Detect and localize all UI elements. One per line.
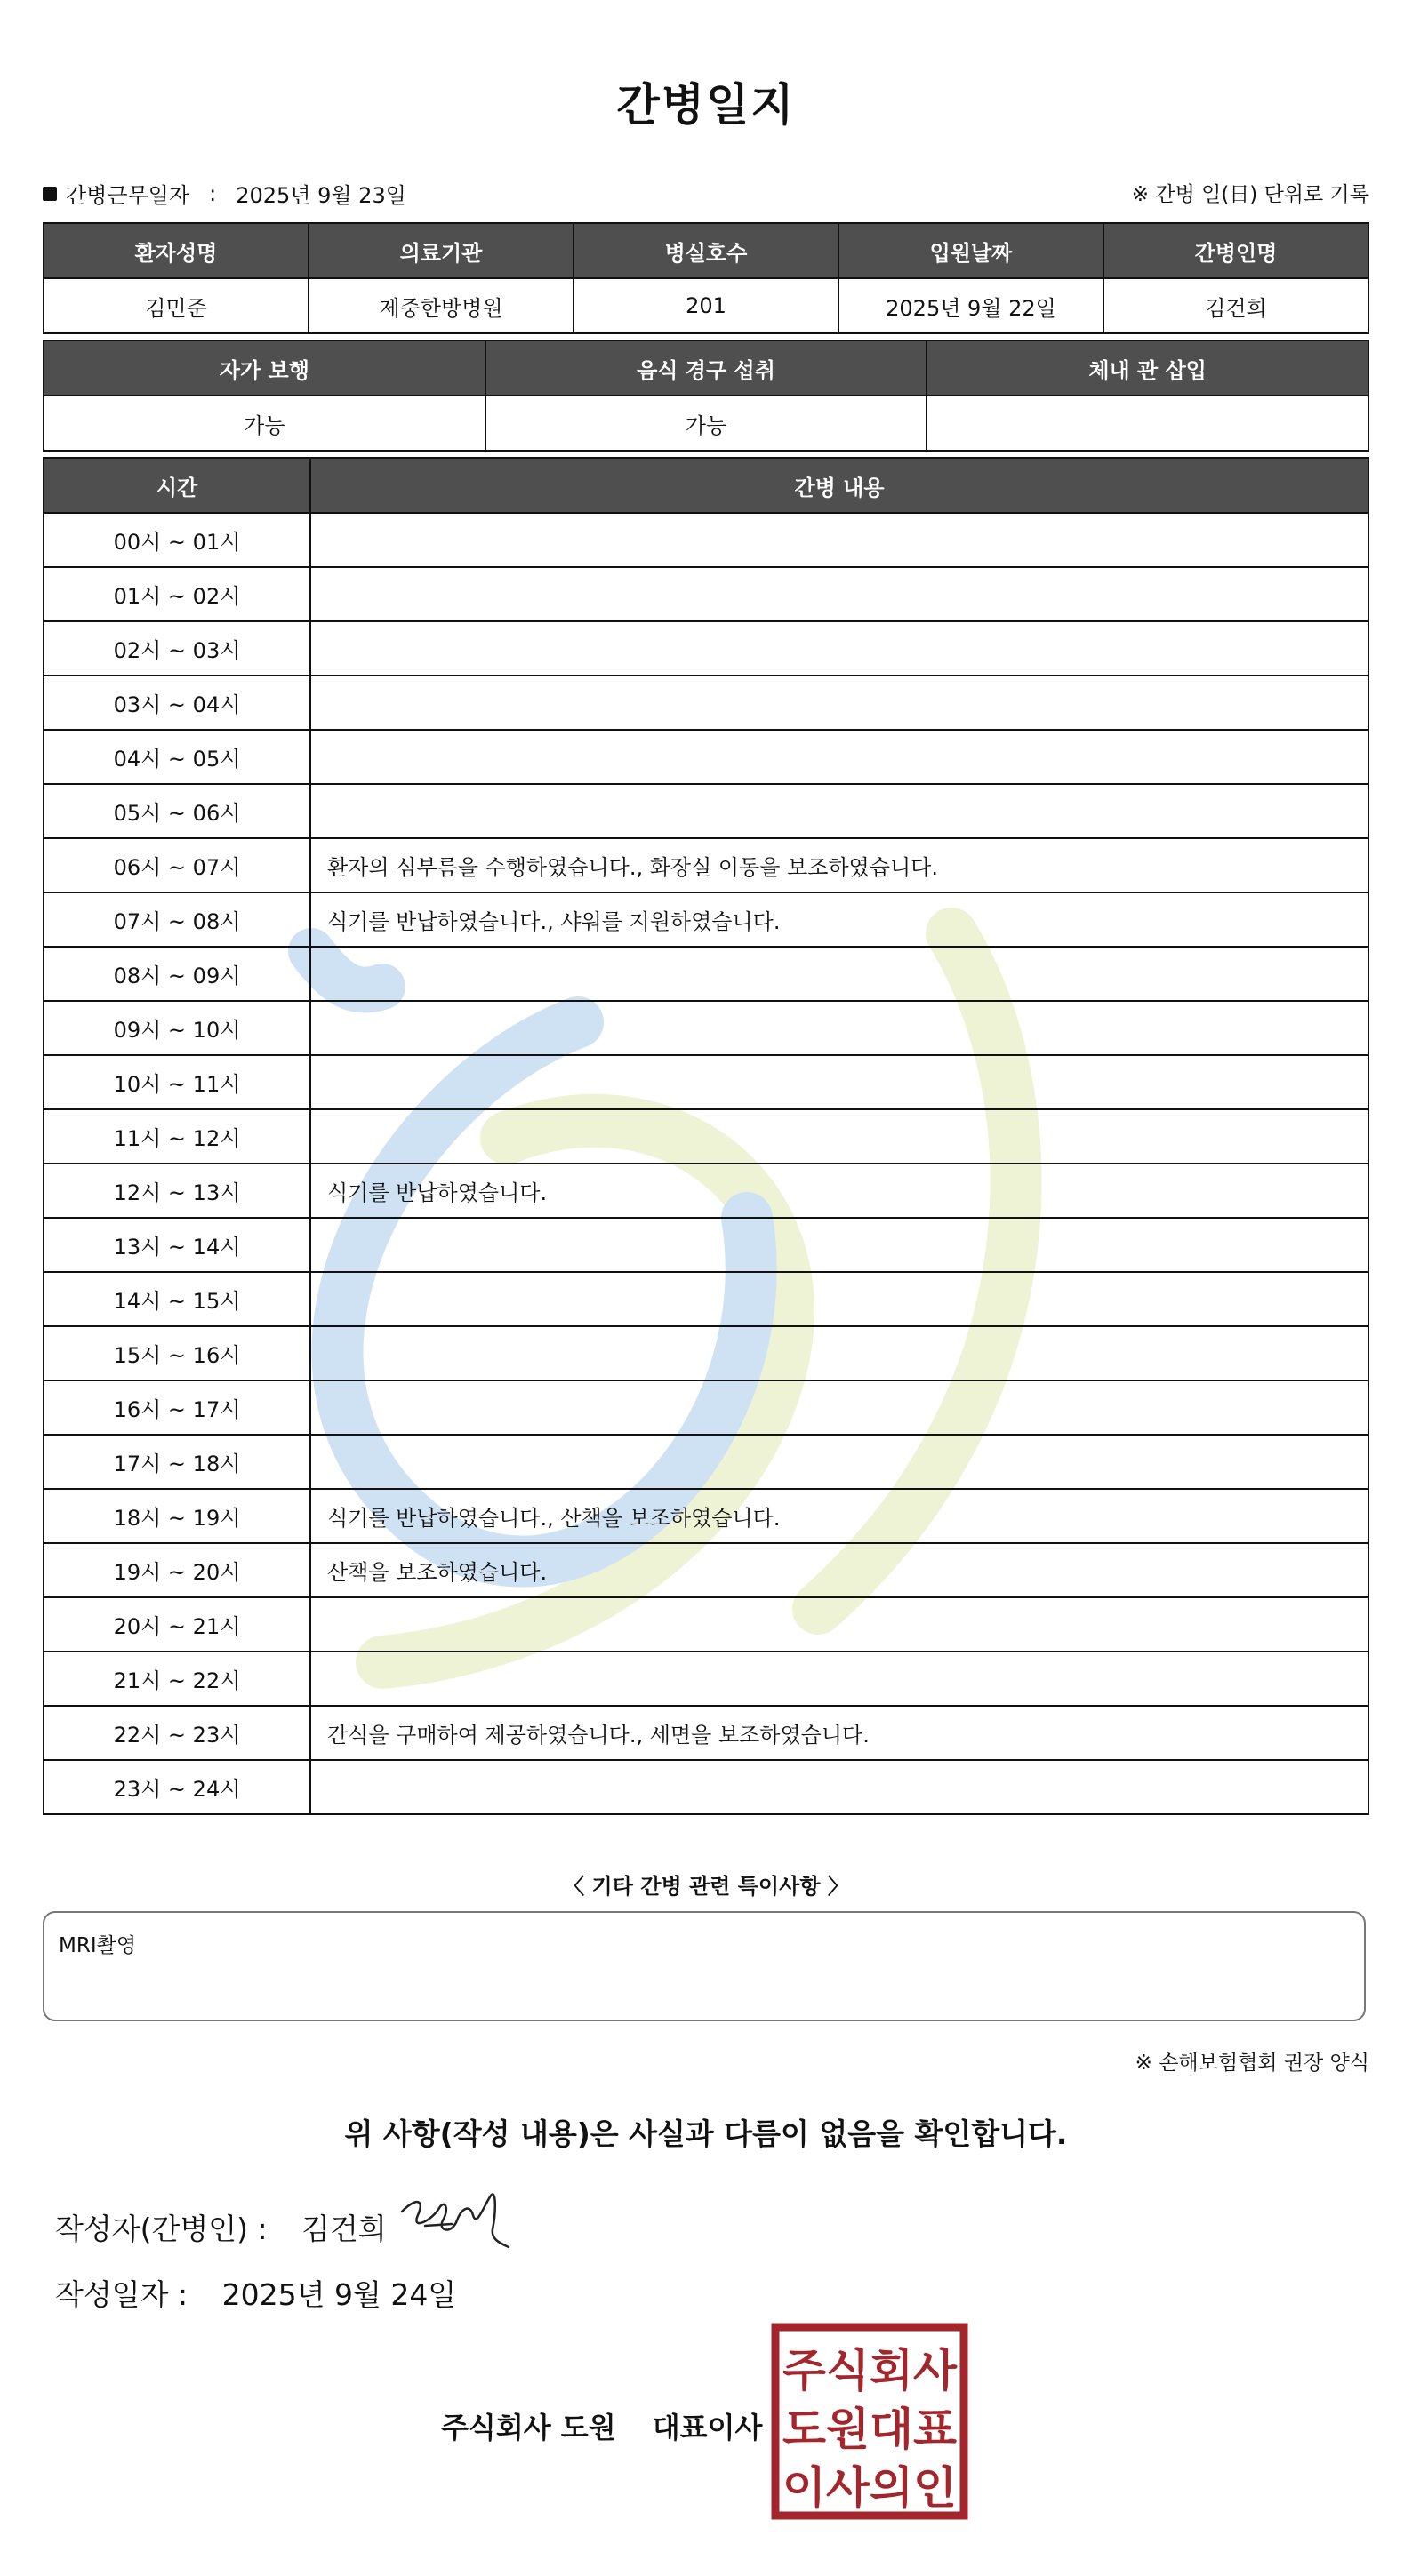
care-log-time: 02시 ~ 03시 — [44, 621, 310, 676]
care-log-row — [44, 1001, 1368, 1055]
care-log-row — [44, 784, 1368, 838]
caregiver-name: 김건희 — [1103, 278, 1368, 333]
care-log-content — [310, 621, 1368, 676]
care-log-content — [310, 513, 1368, 567]
care-log-content: 환자의 심부름을 수행하였습니다., 화장실 이동을 보조하였습니다. — [310, 838, 1368, 892]
written-date-row — [55, 2272, 456, 2314]
care-log-content — [310, 567, 1368, 621]
care-log-time: 03시 ~ 04시 — [44, 676, 310, 730]
care-log-row — [44, 947, 1368, 1001]
work-date-row — [43, 178, 406, 209]
care-log-table — [43, 457, 1369, 1815]
care-log-row — [44, 892, 1368, 947]
writer-label: 작성자(간병인) : — [55, 2212, 268, 2246]
care-log-time: 14시 ~ 15시 — [44, 1272, 310, 1326]
care-log-time: 23시 ~ 24시 — [44, 1760, 310, 1814]
oral-intake-value: 가능 — [485, 396, 927, 451]
medical-institution: 제중한방병원 — [309, 278, 574, 333]
care-log-content — [310, 1760, 1368, 1814]
care-log-content: 식기를 반납하였습니다., 샤워를 지원하였습니다. — [310, 892, 1368, 947]
care-log-content — [310, 1001, 1368, 1055]
care-log-row — [44, 676, 1368, 730]
care-log-content — [310, 784, 1368, 838]
company-seal-stamp — [770, 2322, 969, 2521]
care-log-time: 12시 ~ 13시 — [44, 1164, 310, 1218]
patient-info-table — [43, 222, 1369, 334]
care-log-content — [310, 1435, 1368, 1489]
care-log-row — [44, 1326, 1368, 1380]
care-log-time: 17시 ~ 18시 — [44, 1435, 310, 1489]
care-log-time: 08시 ~ 09시 — [44, 947, 310, 1001]
header-patient-name: 환자성명 — [44, 223, 309, 278]
company-name: 주식회사 도원 — [441, 2411, 616, 2444]
care-log-row — [44, 1109, 1368, 1164]
svg-text:이사의인: 이사의인 — [782, 2462, 957, 2514]
self-walking-value: 가능 — [44, 396, 485, 451]
care-log-header-row — [44, 458, 1368, 513]
svg-text:주식회사: 주식회사 — [782, 2345, 958, 2396]
care-log-content — [310, 1380, 1368, 1435]
header-care-content: 간병 내용 — [310, 458, 1368, 513]
writer-name: 김건희 — [301, 2212, 387, 2246]
care-log-time: 21시 ~ 22시 — [44, 1652, 310, 1706]
care-log-time: 05시 ~ 06시 — [44, 784, 310, 838]
care-log-time: 18시 ~ 19시 — [44, 1489, 310, 1543]
care-log-row — [44, 621, 1368, 676]
care-log-content — [310, 1272, 1368, 1326]
writer-row — [55, 2206, 387, 2248]
admission-date: 2025년 9월 22일 — [838, 278, 1103, 333]
care-log-row — [44, 1055, 1368, 1109]
header-medical-institution: 의료기관 — [309, 223, 574, 278]
header-tube-insertion: 체내 관 삽입 — [927, 340, 1368, 396]
care-log-row — [44, 513, 1368, 567]
care-log-row — [44, 1218, 1368, 1272]
care-log-content — [310, 676, 1368, 730]
care-log-time: 01시 ~ 02시 — [44, 567, 310, 621]
work-date-separator: : — [209, 180, 217, 206]
care-log-time: 10시 ~ 11시 — [44, 1055, 310, 1109]
header-room-number: 병실호수 — [574, 223, 838, 278]
care-log-body — [44, 513, 1368, 1814]
special-notes-box — [43, 1911, 1366, 2021]
care-log-time: 22시 ~ 23시 — [44, 1706, 310, 1760]
special-notes-title: 〈 기타 간병 관련 특이사항 〉 — [563, 1874, 849, 1899]
care-log-content — [310, 1218, 1368, 1272]
care-log-row — [44, 730, 1368, 784]
care-log-row — [44, 1652, 1368, 1706]
patient-status-table — [43, 340, 1369, 452]
care-log-content — [310, 947, 1368, 1001]
care-log-content: 식기를 반납하였습니다. — [310, 1164, 1368, 1218]
work-date-label: 간병근무일자 — [66, 183, 190, 208]
confirmation-statement: 위 사항(작성 내용)은 사실과 다름이 없음을 확인합니다. — [344, 2116, 1068, 2151]
status-value-row — [44, 396, 1368, 451]
special-notes-content: MRI촬영 — [59, 1934, 137, 1957]
header-oral-intake: 음식 경구 섭취 — [485, 340, 927, 396]
header-self-walking: 자가 보행 — [44, 340, 485, 396]
care-log-time: 13시 ~ 14시 — [44, 1218, 310, 1272]
care-log-time: 15시 ~ 16시 — [44, 1326, 310, 1380]
bullet-square-icon — [43, 187, 57, 201]
written-date: 2025년 9월 24일 — [221, 2277, 457, 2312]
care-log-content: 간식을 구매하여 제공하였습니다., 세면을 보조하였습니다. — [310, 1706, 1368, 1760]
care-log-time: 20시 ~ 21시 — [44, 1597, 310, 1652]
unit-note: ※ 간병 일(日) 단위로 기록 — [1131, 183, 1369, 206]
care-log-content: 식기를 반납하였습니다., 산책을 보조하였습니다. — [310, 1489, 1368, 1543]
header-time: 시간 — [44, 458, 310, 513]
care-log-time: 16시 ~ 17시 — [44, 1380, 310, 1435]
care-log-row — [44, 1489, 1368, 1543]
header-admission-date: 입원날짜 — [838, 223, 1103, 278]
care-log-time: 09시 ~ 10시 — [44, 1001, 310, 1055]
svg-text:도원대표: 도원대표 — [782, 2404, 958, 2455]
handwritten-signature — [398, 2185, 514, 2256]
work-date-value: 2025년 9월 23일 — [236, 183, 406, 208]
written-date-label: 작성일자 : — [55, 2277, 189, 2312]
care-log-row — [44, 1272, 1368, 1326]
header-caregiver-name: 간병인명 — [1103, 223, 1368, 278]
care-log-time: 11시 ~ 12시 — [44, 1109, 310, 1164]
tube-insertion-value — [927, 396, 1368, 451]
recommend-note: ※ 손해보험협회 권장 양식 — [1135, 2052, 1369, 2075]
patient-name: 김민준 — [44, 278, 309, 333]
representative-title: 대표이사 — [652, 2411, 763, 2444]
patient-info-header-row — [44, 223, 1368, 278]
care-log-time: 00시 ~ 01시 — [44, 513, 310, 567]
care-log-row — [44, 1543, 1368, 1597]
company-signature-line — [441, 2405, 762, 2446]
care-log-row — [44, 1380, 1368, 1435]
status-header-row — [44, 340, 1368, 396]
care-log-time: 06시 ~ 07시 — [44, 838, 310, 892]
care-log-row — [44, 1760, 1368, 1814]
document-title: 간병일지 — [616, 79, 796, 131]
care-log-content — [310, 1109, 1368, 1164]
patient-info-value-row — [44, 278, 1368, 333]
room-number: 201 — [574, 278, 838, 333]
care-log-row — [44, 1706, 1368, 1760]
care-log-time: 04시 ~ 05시 — [44, 730, 310, 784]
care-log-content — [310, 730, 1368, 784]
care-log-row — [44, 567, 1368, 621]
care-log-row — [44, 838, 1368, 892]
care-log-row — [44, 1597, 1368, 1652]
care-log-content: 산책을 보조하였습니다. — [310, 1543, 1368, 1597]
care-log-row — [44, 1435, 1368, 1489]
care-log-content — [310, 1652, 1368, 1706]
care-log-content — [310, 1326, 1368, 1380]
care-log-time: 07시 ~ 08시 — [44, 892, 310, 947]
care-log-content — [310, 1597, 1368, 1652]
care-log-row — [44, 1164, 1368, 1218]
care-log-time: 19시 ~ 20시 — [44, 1543, 310, 1597]
care-log-content — [310, 1055, 1368, 1109]
